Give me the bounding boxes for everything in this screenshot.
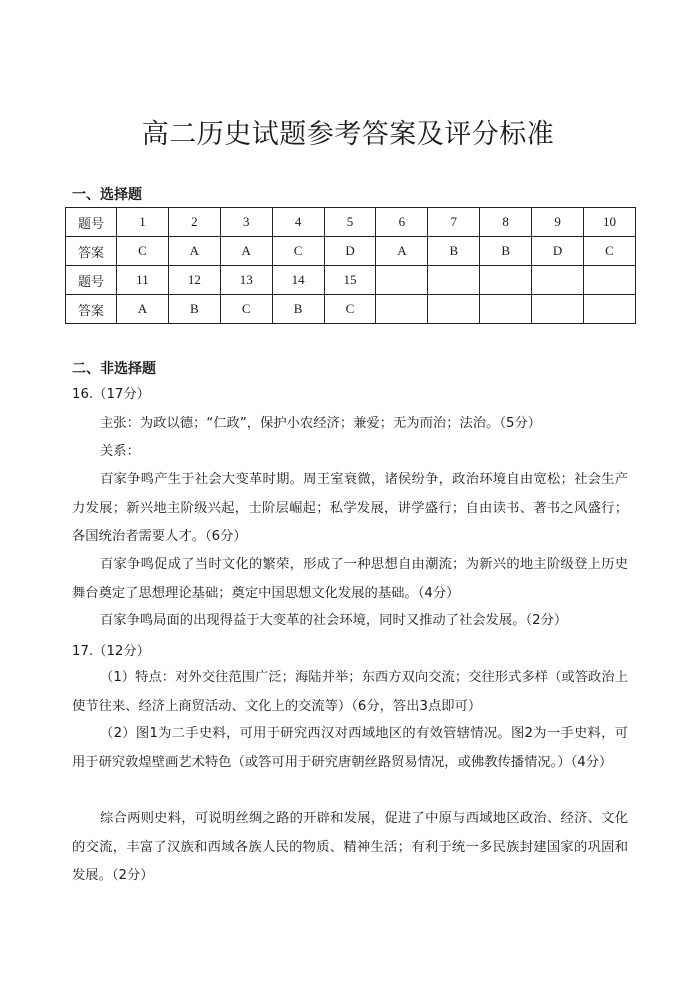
question-17-number: 17.（12分） bbox=[72, 644, 150, 659]
table-row bbox=[66, 295, 636, 324]
row-label: 题号 bbox=[66, 266, 117, 295]
table-cell: A bbox=[168, 237, 220, 266]
row-label: 答案 bbox=[66, 295, 117, 324]
table-cell: 9 bbox=[532, 208, 584, 237]
q16-paragraph-effect: 百家争鸣促成了当时文化的繁荣，形成了一种思想自由潮流；为新兴的地主阶级登上历史舞台奠定了思想理论基础；奠定中国思想文化发展的基础。（4分） bbox=[72, 557, 628, 601]
row-label: 题号 bbox=[66, 208, 117, 237]
table-cell: 2 bbox=[168, 208, 220, 237]
table-cell: 6 bbox=[376, 208, 428, 237]
table-cell: 12 bbox=[168, 266, 220, 295]
table-cell: A bbox=[376, 237, 428, 266]
question-16-number: 16.（17分） bbox=[72, 387, 150, 402]
table-cell: 11 bbox=[117, 266, 169, 295]
q16-paragraph-origin: 百家争鸣产生于社会大变革时期。周王室衰微，诸侯纷争，政治环境自由宽松；社会生产力发展；新兴地主阶级兴起，士阶层崛起；私学发展，讲学盛行；自由读书、著书之风盛行；各国统治者需要人才。（6分） bbox=[72, 472, 628, 544]
q17-paragraph-part1: （1）特点：对外交往范围广泛；海陆并举；东西方双向交流；交往形式多样（或答政治上使节往来、经济上商贸活动、文化上的交流等）（6分，答出3点即可） bbox=[72, 670, 628, 714]
table-cell: 1 bbox=[117, 208, 169, 237]
section-non-choice-heading: 二、非选择题 bbox=[72, 361, 156, 377]
table-cell: C bbox=[220, 295, 272, 324]
table-row bbox=[66, 266, 636, 295]
table-cell: 4 bbox=[272, 208, 324, 237]
table-cell: 14 bbox=[272, 266, 324, 295]
q17-paragraph-part2: （2）图1为二手史料，可用于研究西汉对西域地区的有效管辖情况。图2为一手史料，可用于研究敦煌壁画艺术特色（或答可用于研究唐朝丝路贸易情况，或佛教传播情况。）（4分） bbox=[72, 726, 628, 770]
table-cell bbox=[376, 295, 428, 324]
table-cell bbox=[428, 295, 480, 324]
table-cell: B bbox=[480, 237, 532, 266]
table-cell bbox=[480, 266, 532, 295]
table-cell: C bbox=[272, 237, 324, 266]
answer-table bbox=[65, 207, 636, 324]
table-cell: D bbox=[532, 237, 584, 266]
table-cell bbox=[532, 266, 584, 295]
table-cell: 13 bbox=[220, 266, 272, 295]
q16-paragraph-relation-label: 关系： bbox=[100, 444, 140, 459]
table-cell bbox=[480, 295, 532, 324]
table-cell: C bbox=[584, 237, 636, 266]
table-cell: D bbox=[324, 237, 376, 266]
table-row bbox=[66, 237, 636, 266]
table-cell: B bbox=[272, 295, 324, 324]
page-title: 高二历史试题参考答案及评分标准 bbox=[141, 119, 555, 150]
table-cell: C bbox=[117, 237, 169, 266]
table-cell: B bbox=[168, 295, 220, 324]
table-cell: 5 bbox=[324, 208, 376, 237]
table-row bbox=[66, 208, 636, 237]
table-cell: B bbox=[428, 237, 480, 266]
table-cell: C bbox=[324, 295, 376, 324]
table-cell: A bbox=[117, 295, 169, 324]
table-cell bbox=[428, 266, 480, 295]
table-cell bbox=[584, 295, 636, 324]
table-cell bbox=[532, 295, 584, 324]
table-cell: 15 bbox=[324, 266, 376, 295]
section-multiple-choice-heading: 一、选择题 bbox=[72, 187, 142, 203]
table-cell: 7 bbox=[428, 208, 480, 237]
table-cell bbox=[376, 266, 428, 295]
table-cell: 3 bbox=[220, 208, 272, 237]
table-cell: 8 bbox=[480, 208, 532, 237]
table-cell bbox=[584, 266, 636, 295]
q17-paragraph-conclusion: 综合两则史料，可说明丝绸之路的开辟和发展，促进了中原与西域地区政治、经济、文化的交流，丰富了汉族和西域各族人民的物质、精神生活；有利于统一多民族封建国家的巩固和发展。（2分） bbox=[72, 811, 628, 883]
q16-paragraph-claims: 主张：为政以德；“仁政”，保护小农经济；兼爱；无为而治；法治。（5分） bbox=[100, 416, 542, 431]
table-cell: A bbox=[220, 237, 272, 266]
q16-paragraph-summary: 百家争鸣局面的出现得益于大变革的社会环境，同时又推动了社会发展。（2分） bbox=[100, 613, 568, 628]
row-label: 答案 bbox=[66, 237, 117, 266]
table-cell: 10 bbox=[584, 208, 636, 237]
